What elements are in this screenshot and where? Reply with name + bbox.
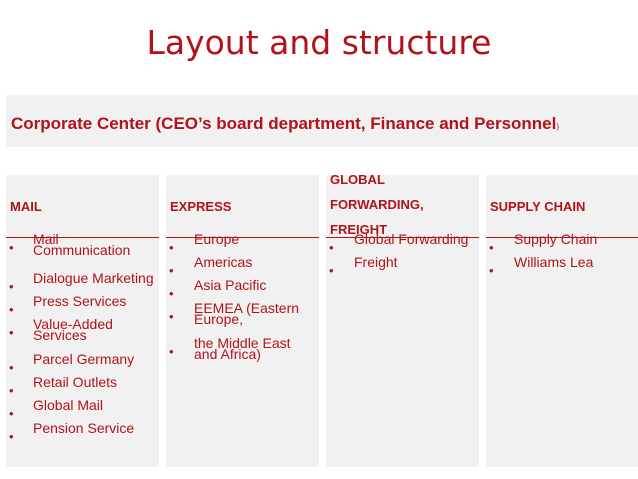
heading-line: FORWARDING,: [330, 197, 424, 212]
heading-line: EXPRESS: [170, 199, 232, 214]
list-item-label: Pension Service: [33, 420, 135, 436]
bullet-icon: •: [9, 240, 14, 255]
heading-line: FREIGHT: [330, 222, 388, 237]
list-item-label: Williams Lea: [514, 254, 594, 270]
list-item-label: Retail Outlets: [33, 374, 118, 390]
list-item-label: Asia Pacific: [194, 277, 267, 293]
bullet-icon: •: [169, 286, 174, 301]
bullet-icon: •: [169, 344, 174, 359]
bullet-icon: •: [169, 263, 174, 278]
bullet-icon: •: [9, 279, 14, 294]
list-item-label: Global Forwarding: [354, 231, 469, 247]
division-column-mail: [6, 175, 159, 467]
corporate-center-banner: [6, 95, 638, 147]
bullet-icon: •: [489, 240, 494, 255]
division-column-global-forwarding: [326, 172, 479, 467]
bullet-icon: •: [9, 302, 14, 317]
banner-closing-paren: ): [556, 122, 560, 131]
heading-line: SUPPLY CHAIN: [490, 199, 586, 214]
list-item-label: Freight: [354, 254, 398, 270]
column-heading-global-forwarding: [326, 172, 479, 238]
list-item-label: Press Services: [33, 293, 127, 309]
list-item-label: Parcel Germany: [33, 351, 135, 367]
list-item-label: the Middle East and Africa): [194, 335, 291, 362]
bullet-icon: •: [9, 406, 14, 421]
bullet-icon: •: [489, 263, 494, 278]
bullet-icon: •: [9, 383, 14, 398]
column-heading-mail: [6, 175, 159, 238]
heading-line: MAIL: [10, 199, 42, 214]
list-item-label: Mail Communication: [33, 231, 131, 258]
division-column-express: [166, 175, 319, 467]
column-heading-express: [166, 175, 319, 238]
bullet-icon: •: [329, 263, 334, 278]
bullet-icon: •: [9, 360, 14, 375]
list-item-label: EEMEA (Eastern Europe,: [194, 300, 300, 327]
bullet-icon: •: [329, 240, 334, 255]
list-item-label: Dialogue Marketing: [33, 270, 154, 286]
list-item-label: Global Mail: [33, 397, 104, 413]
list-item-label: Supply Chain: [514, 231, 598, 247]
bullet-icon: •: [169, 309, 174, 324]
list-item-label: Americas: [194, 254, 253, 270]
heading-line: GLOBAL: [330, 172, 385, 187]
list-item-label: Value-Added Services: [33, 316, 113, 343]
bullet-icon: •: [169, 240, 174, 255]
slide-title: Layout and structure: [146, 23, 492, 62]
list-item-label: Europe: [194, 231, 240, 247]
banner-text: [11, 114, 559, 137]
bullet-icon: •: [9, 429, 14, 444]
banner-label: Corporate Center (CEO’s board department, Finance and Personnel: [11, 114, 557, 133]
bullet-icon: •: [9, 325, 14, 340]
division-column-supply-chain: [486, 175, 638, 467]
column-heading-supply-chain: [486, 175, 638, 238]
